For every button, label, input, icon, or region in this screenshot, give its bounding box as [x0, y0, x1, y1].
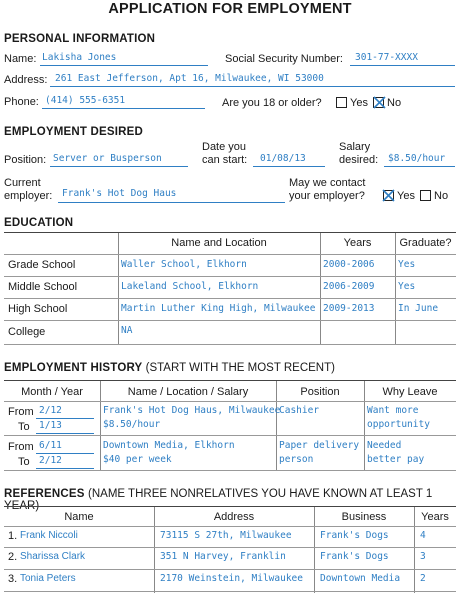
- education-graduate[interactable]: In June: [398, 303, 439, 314]
- phone-field[interactable]: (414) 555-6351: [45, 95, 126, 106]
- contact-no-checkbox[interactable]: [420, 190, 431, 201]
- references-col-divider: [414, 507, 415, 593]
- education-school-name[interactable]: Martin Luther King High, Milwaukee: [121, 303, 316, 314]
- reference-years[interactable]: 4: [420, 530, 426, 541]
- name-underline: [40, 65, 208, 66]
- education-row-rule: [4, 298, 456, 299]
- ssn-underline: [350, 65, 455, 66]
- history-to-label: To: [18, 456, 30, 468]
- education-row-rule: [4, 276, 456, 277]
- references-row-rule: [4, 547, 456, 548]
- references-heading: [4, 488, 460, 512]
- address-underline: [50, 86, 455, 87]
- history-to-underline: [36, 468, 94, 469]
- history-col-divider: [364, 381, 365, 470]
- references-top-rule: [4, 506, 456, 507]
- current-employer-label-2: employer:: [4, 190, 53, 202]
- reference-number: 3.: [8, 573, 18, 585]
- ssn-field[interactable]: 301-77-XXXX: [355, 52, 418, 63]
- reference-years[interactable]: 3: [420, 551, 426, 562]
- current-employer-label-1: Current: [4, 177, 41, 189]
- education-top-rule: [4, 232, 456, 233]
- age-no-label: No: [387, 97, 402, 109]
- reference-name[interactable]: Tonia Peters: [20, 573, 76, 584]
- education-level: Grade School: [8, 259, 76, 271]
- reference-name[interactable]: Sharissa Clark: [20, 551, 86, 562]
- education-graduate[interactable]: Yes: [398, 281, 416, 292]
- references-header-business: Business: [341, 511, 387, 523]
- history-header-position: Position: [300, 386, 340, 398]
- history-header-why-leave: Why Leave: [382, 386, 438, 398]
- contact-no-label: No: [434, 190, 449, 202]
- reference-years[interactable]: 2: [420, 573, 426, 584]
- history-why-line-1[interactable]: Want more: [367, 405, 419, 416]
- personal-info-heading: PERSONAL INFORMATION: [4, 33, 156, 45]
- phone-label: Phone:: [4, 96, 39, 108]
- reference-address[interactable]: 2170 Weinstein, Milwaukee: [160, 573, 303, 584]
- education-school-name[interactable]: Waller School, Elkhorn: [121, 259, 247, 270]
- history-why-line-2[interactable]: better pay: [367, 454, 425, 465]
- history-col-divider: [276, 381, 277, 470]
- history-to-underline: [36, 433, 94, 434]
- history-to-date[interactable]: 1/13: [39, 420, 62, 431]
- name-label: Name:: [4, 53, 37, 65]
- history-from-underline: [36, 418, 94, 419]
- history-position-line-2[interactable]: person: [279, 454, 314, 465]
- references-title: REFERENCES: [4, 488, 85, 500]
- references-bottom-rule: [4, 591, 456, 592]
- history-employer-line-2[interactable]: $8.50/hour: [103, 419, 161, 430]
- phone-underline: [42, 108, 205, 109]
- x-check-icon: [381, 188, 396, 203]
- contact-label-2: your employer?: [289, 190, 365, 202]
- employment-desired-heading: EMPLOYMENT DESIRED: [4, 126, 144, 138]
- ssn-label: Social Security Number:: [225, 53, 343, 65]
- references-header-address: Address: [213, 511, 255, 523]
- contact-yes-label: Yes: [397, 190, 415, 202]
- history-col-divider: [100, 381, 101, 470]
- history-to-date[interactable]: 2/12: [39, 455, 62, 466]
- address-label: Address:: [4, 74, 48, 86]
- start-date-label-1: Date you: [202, 141, 247, 153]
- reference-business[interactable]: Frank's Dogs: [320, 530, 389, 541]
- references-header-years: Years: [421, 511, 449, 523]
- contact-label-1: May we contact: [289, 177, 366, 189]
- education-level: High School: [8, 303, 68, 315]
- history-from-date[interactable]: 6/11: [39, 440, 62, 451]
- education-graduate[interactable]: Yes: [398, 259, 416, 270]
- references-subtitle: (NAME THREE NONRELATIVES YOU HAVE KNOWN AT LEAST 1 YEAR): [4, 488, 433, 512]
- education-level: Middle School: [8, 281, 78, 293]
- position-underline: [50, 166, 188, 167]
- reference-business[interactable]: Downtown Media: [320, 573, 401, 584]
- references-col-divider: [314, 507, 315, 593]
- employment-history-subtitle: (START WITH THE MOST RECENT): [145, 362, 335, 374]
- history-why-line-1[interactable]: Needed: [367, 440, 402, 451]
- education-header-graduate: Graduate?: [399, 237, 452, 249]
- employment-history-title: EMPLOYMENT HISTORY: [4, 362, 143, 374]
- education-row-rule: [4, 254, 456, 255]
- history-from-date[interactable]: 2/12: [39, 405, 62, 416]
- education-years[interactable]: 2000-2006: [323, 259, 375, 270]
- employment-history-heading: [4, 362, 335, 374]
- history-position-line-1[interactable]: Paper delivery: [279, 440, 360, 451]
- education-col-divider: [395, 233, 396, 345]
- references-header-name: Name: [64, 511, 94, 523]
- history-employer-line-1[interactable]: Downtown Media, Elkhorn: [103, 440, 235, 451]
- reference-address[interactable]: 351 N Harvey, Franklin: [160, 551, 286, 562]
- education-school-name[interactable]: Lakeland School, Elkhorn: [121, 281, 259, 292]
- references-row-rule: [4, 569, 456, 570]
- age-yes-label: Yes: [350, 97, 368, 109]
- history-position-line-1[interactable]: Cashier: [279, 405, 320, 416]
- references-col-divider: [154, 507, 155, 593]
- reference-number: 1.: [8, 530, 18, 542]
- reference-name[interactable]: Frank Niccoli: [20, 530, 78, 541]
- reference-business[interactable]: Frank's Dogs: [320, 551, 389, 562]
- history-why-line-2[interactable]: opportunity: [367, 419, 430, 430]
- education-header-years: Years: [343, 237, 372, 249]
- history-from-underline: [36, 453, 94, 454]
- history-from-label: From: [8, 406, 34, 418]
- history-to-label: To: [18, 421, 30, 433]
- name-field[interactable]: Lakisha Jones: [42, 52, 117, 63]
- form-title: APPLICATION FOR EMPLOYMENT: [108, 1, 352, 17]
- position-label: Position:: [4, 154, 47, 166]
- education-school-name[interactable]: NA: [121, 325, 133, 336]
- education-col-divider: [320, 233, 321, 345]
- education-heading: EDUCATION: [4, 217, 74, 229]
- references-row-rule: [4, 526, 456, 527]
- education-years[interactable]: 2009-2013: [323, 303, 375, 314]
- salary-underline: [384, 166, 455, 167]
- education-col-divider: [118, 233, 119, 345]
- current-employer-underline: [58, 202, 285, 203]
- history-top-rule: [4, 380, 456, 381]
- history-row-rule: [4, 401, 456, 402]
- salary-label-2: desired:: [339, 154, 379, 166]
- x-check-icon: [372, 95, 387, 110]
- start-date-field[interactable]: 01/08/13: [260, 153, 306, 164]
- history-header-name: Name / Location / Salary: [127, 386, 249, 398]
- education-row-rule: [4, 320, 456, 321]
- salary-label-1: Salary: [339, 141, 371, 153]
- reference-address[interactable]: 73115 S 27th, Milwaukee: [160, 530, 292, 541]
- salary-field[interactable]: $8.50/hour: [388, 153, 446, 164]
- current-employer-field[interactable]: Frank's Hot Dog Haus: [62, 188, 177, 199]
- start-date-label-2: can start:: [202, 154, 248, 166]
- position-field[interactable]: Server or Busperson: [53, 153, 162, 164]
- education-level: College: [8, 326, 46, 338]
- education-years[interactable]: 2006-2009: [323, 281, 375, 292]
- education-header-name: Name and Location: [171, 237, 267, 249]
- history-header-month-year: Month / Year: [21, 386, 83, 398]
- history-from-label: From: [8, 441, 34, 453]
- age-yes-checkbox[interactable]: [336, 97, 347, 108]
- age-question: Are you 18 or older?: [222, 97, 322, 109]
- history-employer-line-2[interactable]: $40 per week: [103, 454, 172, 465]
- history-employer-line-1[interactable]: Frank's Hot Dog Haus, Milwaukee: [103, 405, 281, 416]
- reference-number: 2.: [8, 551, 18, 563]
- history-bottom-rule: [4, 470, 456, 471]
- address-field[interactable]: 261 East Jefferson, Apt 16, Milwaukee, WI 53000: [55, 73, 324, 84]
- education-bottom-rule: [4, 344, 456, 345]
- start-date-underline: [253, 166, 325, 167]
- history-row-rule: [4, 435, 456, 436]
